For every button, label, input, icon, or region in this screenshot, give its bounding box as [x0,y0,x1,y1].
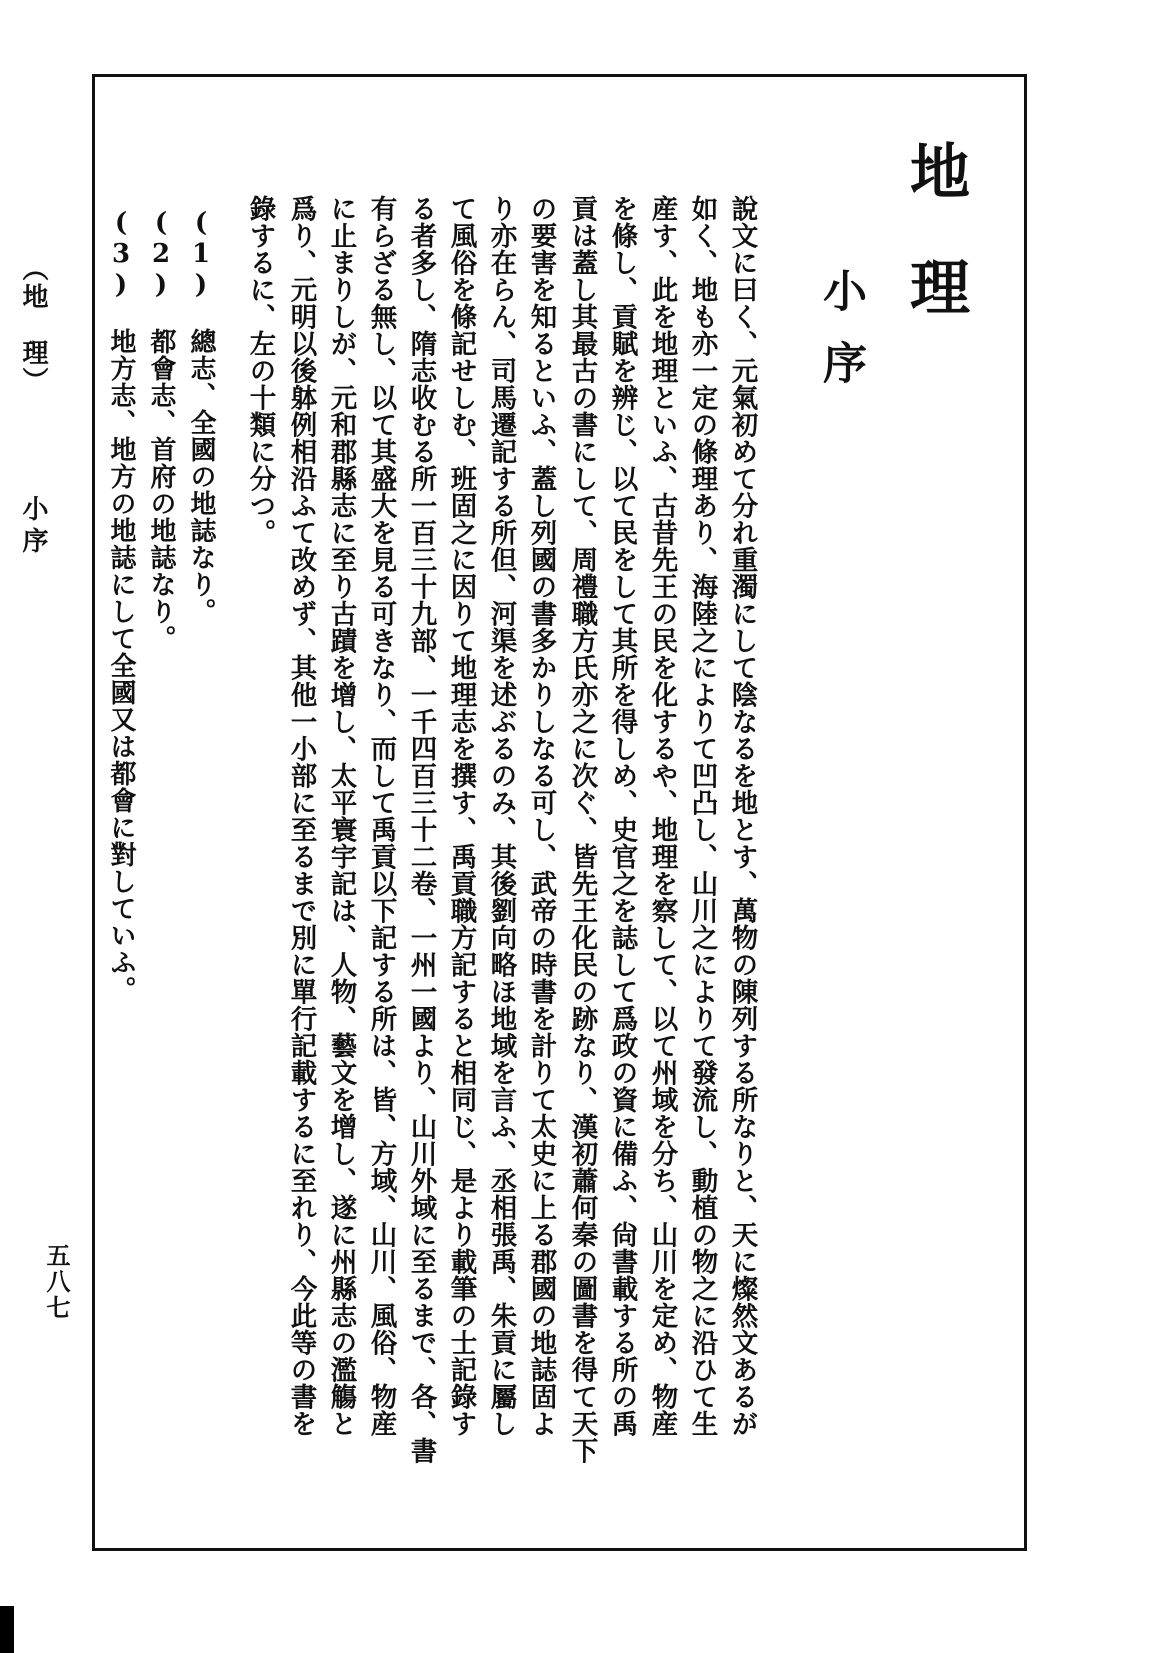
section-title: 小序 [815,268,866,412]
body-line-1: 說文に曰く、元氣初めて分れ重濁にして陰なるを地とす、萬物の陳列する所なりと、天に燦然文あるが [726,195,758,1437]
page-frame [92,74,1027,1551]
body-line-3: 産す、此を地理といふ、古昔先王の民を化するや、地理を察して、以て州域を分ち、山川を定め、物産 [646,195,678,1437]
running-header [20,255,46,559]
body-line-7: り亦在らん、司馬遷記する所但、河渠を述ぶるのみ、其後劉向略ほ地域を言ふ、丞相張禹、朱貢に屬し [485,195,517,1437]
body-line-12: 爲り、元明以後躰例相沿ふて改めず、其他一小部に至るまで別に單行記載するに至れり、今此等の書を [285,195,317,1437]
body-line-2: 如く、地も亦一定の條理あり、海陸之によりて凹凸し、山川之によりて發流し、動植の物之に沿ひて生 [686,195,718,1437]
running-header-title: （地 理） [18,255,48,395]
running-header-section: 小序 [18,495,48,559]
page-number: 五八七 [42,1243,71,1321]
body-line-9: る者多し、隋志收むる所一百三十九部、一千四百三十二卷、一州一國より、山川外域に至るまで、各、書 [405,195,437,1464]
chapter-title: 地理 [900,140,970,372]
body-line-11: に止まりしが、元和郡縣志に至り古蹟を增し、太平寰宇記は、人物、藝文を增し、遂に州縣志の濫觴と [325,195,357,1437]
scan-edge-mark [0,1606,14,1653]
note-1: (1) 總志、全國の地誌なり。 [186,208,216,625]
note-3: (3) 地方志、地方の地誌にして全國又は都會に對していふ。 [106,208,136,1003]
body-line-13: 錄するに、左の十類に分つ。 [244,195,276,546]
note-2: (2) 都會志、首府の地誌なり。 [146,208,176,652]
body-line-6: の要害を知るといふ、蓋し列國の書多かりしなる可し、武帝の時書を計りて太史に上る郡國の地誌固よ [525,195,557,1437]
body-line-4: を條し、貢賦を辨じ、以て民をして其所を得しめ、史官之を誌して爲政の資に備ふ、尙書載する所の禹 [606,195,638,1437]
body-line-5: 貢は蓋し其最古の書にして、周禮職方氏亦之に次ぐ、皆先王化民の跡なり、漢初蕭何秦の圖書を得て天下 [566,195,598,1464]
body-line-8: て風俗を條記せしむ、班固之に因りて地理志を撰す、禹貢職方記すると相同じ、是より載筆の士記錄す [445,195,477,1437]
body-line-10: 有らざる無し、以て其盛大を見る可きなり、而して禹貢以下記する所は、皆、方域、山川、風俗、物産 [365,195,397,1437]
